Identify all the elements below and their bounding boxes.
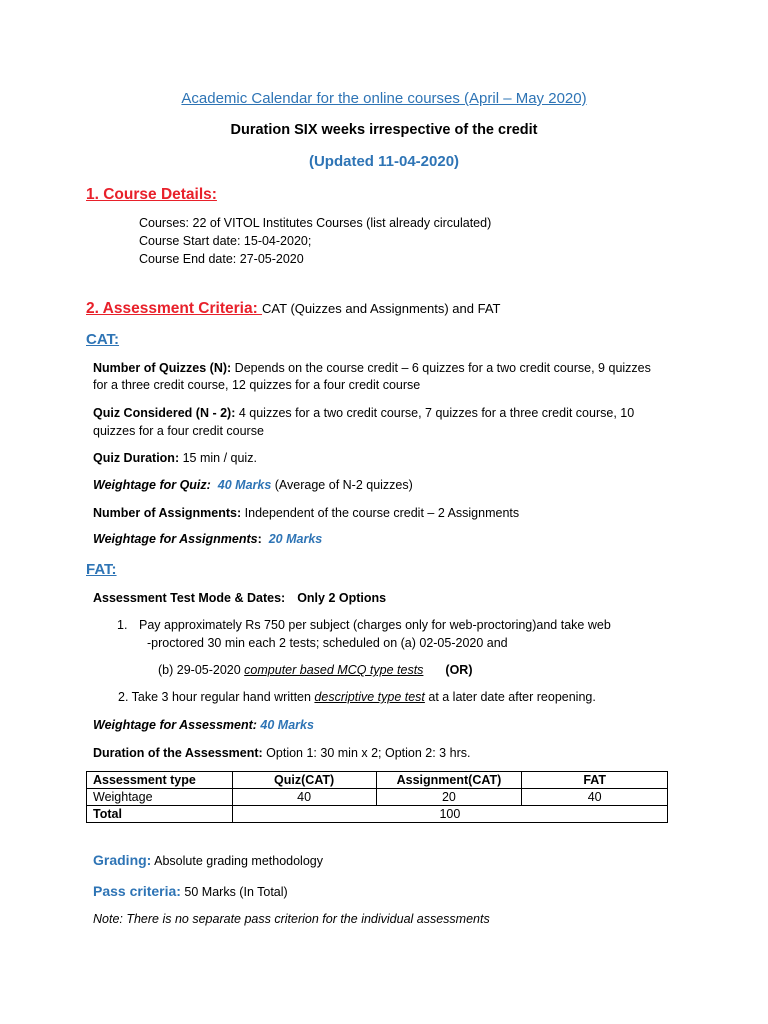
considered-text: 4 quizzes for a two credit course, 7 quizzes for a three credit course, 10 [235, 406, 635, 420]
page-title: Academic Calendar for the online courses (April – May 2020) [181, 90, 587, 107]
quiz-duration-label: Quiz Duration: [93, 451, 180, 465]
table-total-label: Total [87, 806, 233, 823]
course-details-line: Course Start date: 15-04-2020; [139, 234, 312, 248]
quiz-duration-text: 15 min / quiz. [179, 451, 257, 465]
weightage-assessment-line [93, 718, 314, 732]
assignments-label: Number of Assignments: [93, 506, 242, 520]
assessment-duration-label: Duration of the Assessment: [93, 746, 263, 760]
option-2-prefix: 2. Take 3 hour regular hand written [118, 690, 315, 704]
weightage-assignments-label: Weightage for Assignments [93, 532, 258, 546]
option-2-line [118, 690, 596, 704]
pass-criteria-label: Pass criteria: [93, 883, 181, 899]
page-subtitle: Duration SIX weeks irrespective of the credit [230, 122, 538, 138]
table-header-cell: Assignment(CAT) [376, 772, 522, 789]
table-header-cell: Assessment type [87, 772, 233, 789]
pass-criteria-text: 50 Marks (In Total) [180, 885, 288, 899]
table-header-cell: FAT [522, 772, 668, 789]
option-1b-prefix: (b) 29-05-2020 [158, 663, 245, 677]
assignments-text: Independent of the course credit – 2 Assignments [241, 506, 520, 520]
assessment-heading: 2. Assessment Criteria: [86, 300, 263, 317]
table-row [87, 789, 668, 806]
option-1-line-1: Pay approximately Rs 750 per subject (charges only for web-proctoring)and take web [139, 618, 611, 632]
updated-date: (Updated 11-04-2020) [308, 153, 460, 170]
descriptive-test-text: descriptive type test [314, 690, 425, 704]
weightage-assignments-line [93, 532, 322, 546]
assessment-heading-note: CAT (Quizzes and Assignments) and FAT [262, 301, 501, 316]
fat-heading: FAT: [86, 561, 117, 578]
weightage-assessment-label: Weightage for Assessment: [93, 718, 257, 732]
quizzes-label: Number of Quizzes (N): [93, 361, 232, 375]
weightage-assignments-colon: : [257, 532, 262, 546]
considered-label: Quiz Considered (N - 2): [93, 406, 236, 420]
course-details-line: Course End date: 27-05-2020 [139, 252, 304, 266]
weightage-table [86, 771, 668, 823]
assignments-line [93, 506, 519, 520]
grading-text: Absolute grading methodology [151, 854, 323, 868]
weightage-quiz-line [93, 478, 413, 492]
pass-criteria-line [93, 883, 288, 901]
table-total-value: 100 [232, 806, 667, 823]
quizzes-text: Depends on the course credit – 6 quizzes for a two credit course, 9 quizzes [231, 361, 651, 375]
assessment-duration-text: Option 1: 30 min x 2; Option 2: 3 hrs. [262, 746, 471, 760]
weightage-quiz-label: Weightage for Quiz: [93, 478, 211, 492]
course-details-line: Courses: 22 of VITOL Institutes Courses (list already circulated) [139, 216, 492, 230]
weightage-assessment-value: 40 Marks [260, 718, 314, 732]
cat-heading: CAT: [86, 331, 120, 348]
option-1-line-2: -proctored 30 min each 2 tests; scheduled on (a) 02-05-2020 and [147, 636, 508, 650]
test-mode-line [93, 591, 386, 605]
weightage-assignments-value: 20 Marks [268, 532, 323, 546]
table-cell: Weightage [87, 789, 233, 806]
mcq-tests-text: computer based MCQ type tests [244, 663, 424, 677]
table-header-row [87, 772, 668, 789]
option-2-suffix: at a later date after reopening. [424, 690, 596, 704]
course-details-heading: 1. Course Details: [86, 186, 217, 203]
table-cell: 40 [232, 789, 376, 806]
option-1b-line [158, 663, 473, 677]
test-mode-label: Assessment Test Mode & Dates: [93, 591, 286, 605]
grading-line [93, 852, 323, 870]
table-header-cell: Quiz(CAT) [232, 772, 376, 789]
note-text: Note: There is no separate pass criterion for the individual assessments [93, 912, 490, 926]
assessment-heading-row [86, 300, 500, 318]
table-cell: 20 [376, 789, 522, 806]
quizzes-line-1 [93, 361, 651, 375]
table-total-row [87, 806, 668, 823]
table-cell: 40 [522, 789, 668, 806]
assessment-duration-line [93, 746, 470, 760]
considered-line-2: quizzes for a four credit course [93, 424, 264, 438]
option-1-number: 1. [117, 618, 128, 632]
weightage-quiz-note: (Average of N-2 quizzes) [271, 478, 413, 492]
test-mode-value: Only 2 Options [297, 591, 387, 605]
or-text: (OR) [445, 663, 473, 677]
grading-label: Grading: [93, 852, 152, 868]
quiz-duration-line [93, 451, 257, 465]
weightage-quiz-value: 40 Marks [217, 478, 272, 492]
quizzes-line-2: for a three credit course, 12 quizzes for a four credit course [93, 378, 421, 392]
considered-line-1 [93, 406, 634, 420]
